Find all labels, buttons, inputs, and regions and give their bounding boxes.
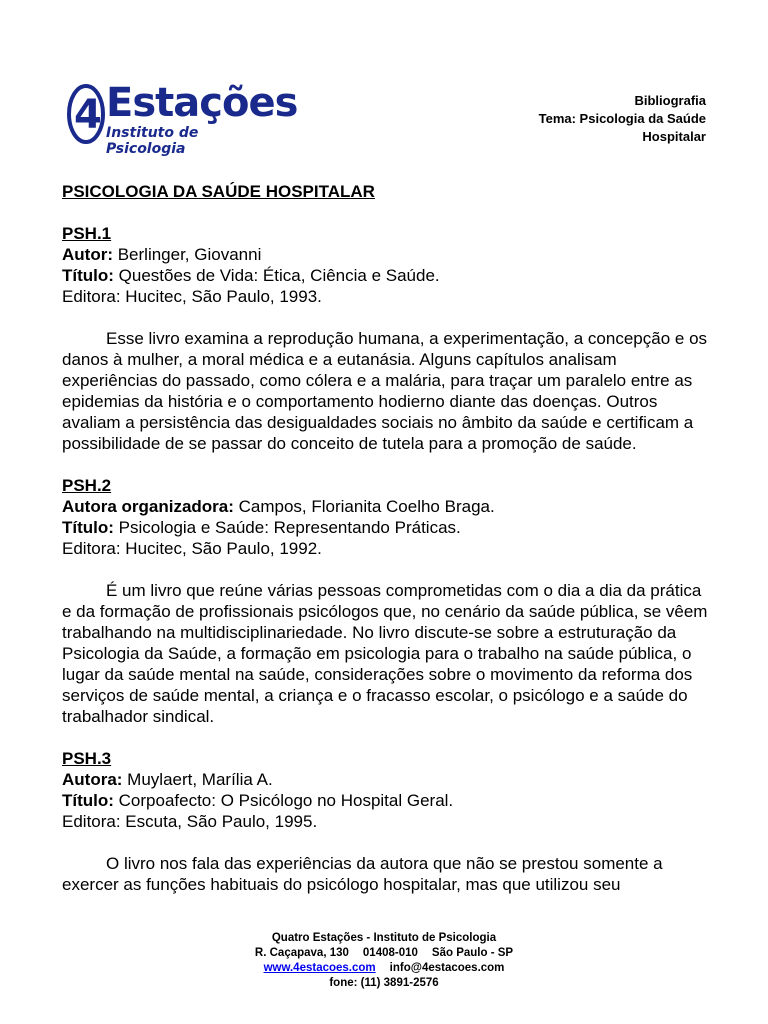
bibliography-entry — [62, 475, 712, 727]
header-line: Bibliografia — [634, 93, 706, 108]
bibliography-entry — [62, 748, 712, 895]
author-value: Campos, Florianita Coelho Braga. — [233, 497, 495, 516]
footer-street: R. Caçapava, 130 — [254, 947, 349, 959]
entry-publisher: Editora: Hucitec, São Paulo, 1992. — [62, 539, 322, 558]
entry-author — [62, 496, 712, 517]
entry-summary: Esse livro examina a reprodução humana, a experimentação, a concepção e os danos à mulher, a moral médica e a eutanásia. Alguns capítulos analisam experiências do passado, como cólera e a malária, para traçar um paralelo entre as epidemias da história e o comportamento hodierno diante das doenças. Outros avaliam a persistência das desigualdades sociais no âmbito da saúde e certificam a possibilidade de se passar do conceito de tutela para a promoção de saúde. — [62, 329, 708, 453]
author-label: Autora organizadora: — [62, 497, 234, 516]
entry-title — [62, 790, 712, 811]
title-value: Questões de Vida: Ética, Ciência e Saúde. — [113, 266, 440, 285]
logo-subtitle: Instituto de Psicologia — [106, 125, 199, 157]
entry-code: PSH.3 — [62, 749, 112, 768]
author-label: Autora: — [62, 770, 123, 789]
title-value: Corpoafecto: O Psicólogo no Hospital Geral. — [113, 791, 454, 810]
page-title: PSICOLOGIA DA SAÚDE HOSPITALAR — [62, 182, 375, 201]
footer-city: São Paulo - SP — [431, 947, 514, 959]
entry-author — [62, 244, 712, 265]
footer-address — [0, 946, 768, 961]
footer-institution: Quatro Estações - Instituto de Psicologia — [271, 932, 497, 944]
author-label: Autor: — [62, 245, 113, 264]
title-label: Título: — [62, 791, 114, 810]
title-value: Psicologia e Saúde: Representando Práticas. — [113, 518, 461, 537]
bibliography-entry — [62, 223, 712, 454]
logo — [66, 80, 298, 157]
footer-contact — [0, 961, 768, 976]
website-link[interactable]: www.4estacoes.com — [263, 962, 376, 974]
entry-code: PSH.1 — [62, 224, 112, 243]
page-footer — [0, 931, 768, 991]
entry-summary: É um livro que reúne várias pessoas comprometidas com o dia a dia da prática e da formação de profissionais psicólogos que, no cenário da saúde pública, se vêem trabalhando na multidisciplinariedade. No livro discute-se sobre a estruturação da Psicologia da Saúde, a formação em psicologia para o trabalho na saúde pública, o lugar da saúde mental na saúde, considerações sobre o movimento da reforma dos serviços de saúde mental, a criança e o fracasso escolar, o psicólogo e a saúde do trabalhador sindical. — [62, 581, 708, 726]
header-line: Hospitalar — [642, 129, 706, 144]
header-line: Tema: Psicologia da Saúde — [538, 111, 706, 126]
header-topic — [539, 92, 706, 146]
author-value: Berlinger, Giovanni — [112, 245, 262, 264]
footer-email: info@4estacoes.com — [389, 962, 505, 974]
entry-title — [62, 517, 712, 538]
title-label: Título: — [62, 266, 114, 285]
logo-mark-icon — [66, 82, 110, 146]
entry-code: PSH.2 — [62, 476, 112, 495]
entry-author — [62, 769, 712, 790]
entry-summary: O livro nos fala das experiências da autora que não se prestou somente a exercer as funções habituais do psicólogo hospitalar, mas que utilizou seu — [62, 854, 663, 894]
logo-name: Estações — [106, 80, 298, 126]
footer-phone: fone: (11) 3891-2576 — [329, 977, 439, 989]
title-label: Título: — [62, 518, 114, 537]
logo-number: 4 — [74, 92, 102, 138]
document-body — [62, 181, 712, 916]
entry-title — [62, 265, 712, 286]
entry-publisher: Editora: Hucitec, São Paulo, 1993. — [62, 287, 322, 306]
author-value: Muylaert, Marília A. — [122, 770, 273, 789]
footer-zip: 01408-010 — [362, 947, 418, 959]
entry-publisher: Editora: Escuta, São Paulo, 1995. — [62, 812, 318, 831]
